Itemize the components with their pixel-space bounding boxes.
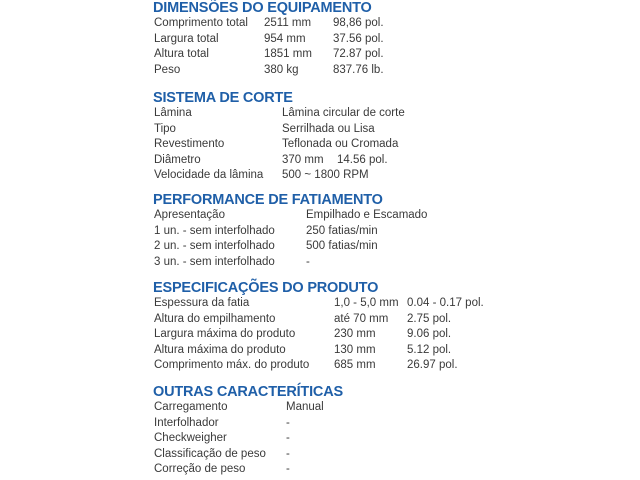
spec-label: Largura total [154,32,219,45]
spec-label: Peso [154,63,181,76]
spec-value: - [286,432,290,445]
spec-row [153,32,384,48]
spec-value: Manual [286,401,324,413]
spec-row [153,447,343,463]
spec-value: - [286,463,290,476]
spec-row [153,63,384,79]
spec-value: Serrilhada ou Lisa [282,122,375,135]
section-product-specs [153,280,484,374]
spec-row [153,255,383,271]
spec-label: Altura máxima do produto [154,343,286,356]
section-title: OUTRAS CARACTERÍTICAS [153,384,343,400]
spec-value-imperial: 0.04 - 0.17 pol. [407,297,484,309]
spec-row [153,224,383,240]
spec-label: Diâmetro [154,153,201,166]
spec-value: 1851 mm [264,48,312,61]
spec-label: Classificação de peso [154,447,266,460]
spec-row [153,106,405,122]
spec-label: Apresentação [154,209,225,221]
spec-value-imperial: 98,86 pol. [333,17,384,29]
spec-value: 250 fatias/min [306,224,378,237]
spec-value: - [286,416,290,429]
spec-row [153,137,399,153]
spec-value-imperial: 72.87 pol. [333,48,384,61]
spec-value: 500 fatias/min [306,240,378,253]
spec-row [153,462,343,478]
spec-label: Espessura da fatia [154,297,250,309]
spec-row [153,343,452,359]
spec-label: 3 un. - sem interfolhado [154,255,275,268]
spec-label: Tipo [154,122,176,135]
spec-label: 2 un. - sem interfolhado [154,240,275,253]
section-dimensions [153,0,384,78]
section-slicing-performance [153,192,428,270]
spec-value-imperial: 9.06 pol. [407,328,452,341]
spec-value: - [306,255,310,268]
section-cutting-system [153,90,405,184]
section-title: DIMENSÕES DO EQUIPAMENTO [153,0,372,16]
spec-value-imperial: 37.56 pol. [333,32,384,45]
spec-row [153,358,458,374]
spec-row [153,296,484,312]
spec-value: - [286,447,290,460]
section-title: SISTEMA DE CORTE [153,90,293,106]
spec-label: Correção de peso [154,463,246,476]
spec-row [153,239,383,255]
spec-value: Empilhado e Escamado [306,209,428,221]
spec-row [153,168,369,184]
spec-label: 1 un. - sem interfolhado [154,224,275,237]
spec-row [153,327,452,343]
spec-row [153,122,375,138]
spec-row [153,16,384,32]
spec-value: 130 mm [334,343,376,356]
spec-value: 954 mm [264,32,306,45]
spec-row [153,208,428,224]
spec-value: Teflonada ou Cromada [282,138,399,151]
spec-row [153,47,384,63]
spec-value: até 70 mm [334,312,389,325]
spec-label: Largura máxima do produto [154,328,296,341]
spec-value-imperial: 26.97 pol. [407,359,458,372]
spec-row [153,153,388,169]
spec-row [153,431,343,447]
spec-label: Altura do empilhamento [154,312,276,325]
spec-label: Lâmina [154,107,192,119]
spec-label: Interfolhador [154,416,219,429]
spec-value: 370 mm [282,153,324,166]
spec-label: Comprimento máx. do produto [154,359,310,372]
section-title: PERFORMANCE DE FATIAMENTO [153,192,383,208]
spec-row [153,400,343,416]
spec-value: Lâmina circular de corte [282,107,405,119]
spec-value-imperial: 5.12 pol. [407,343,452,356]
spec-value: 2511 mm [264,17,312,29]
spec-row [153,312,452,328]
spec-value: 685 mm [334,359,376,372]
spec-value: 500 ~ 1800 RPM [282,169,369,182]
section-title: ESPECIFICAÇÕES DO PRODUTO [153,280,379,296]
spec-label: Checkweigher [154,432,227,445]
spec-label: Comprimento total [154,17,248,29]
spec-label: Revestimento [154,138,225,151]
section-other-features [153,384,343,478]
spec-value-imperial: 837.76 lb. [333,63,384,76]
spec-label: Carregamento [154,401,228,413]
spec-value: 230 mm [334,328,376,341]
spec-value-imperial: 14.56 pol. [337,153,388,166]
spec-label: Velocidade da lâmina [154,169,264,182]
spec-value: 1,0 - 5,0 mm [334,297,399,309]
spec-label: Altura total [154,48,209,61]
spec-row [153,416,343,432]
spec-value: 380 kg [264,63,299,76]
spec-value-imperial: 2.75 pol. [407,312,452,325]
